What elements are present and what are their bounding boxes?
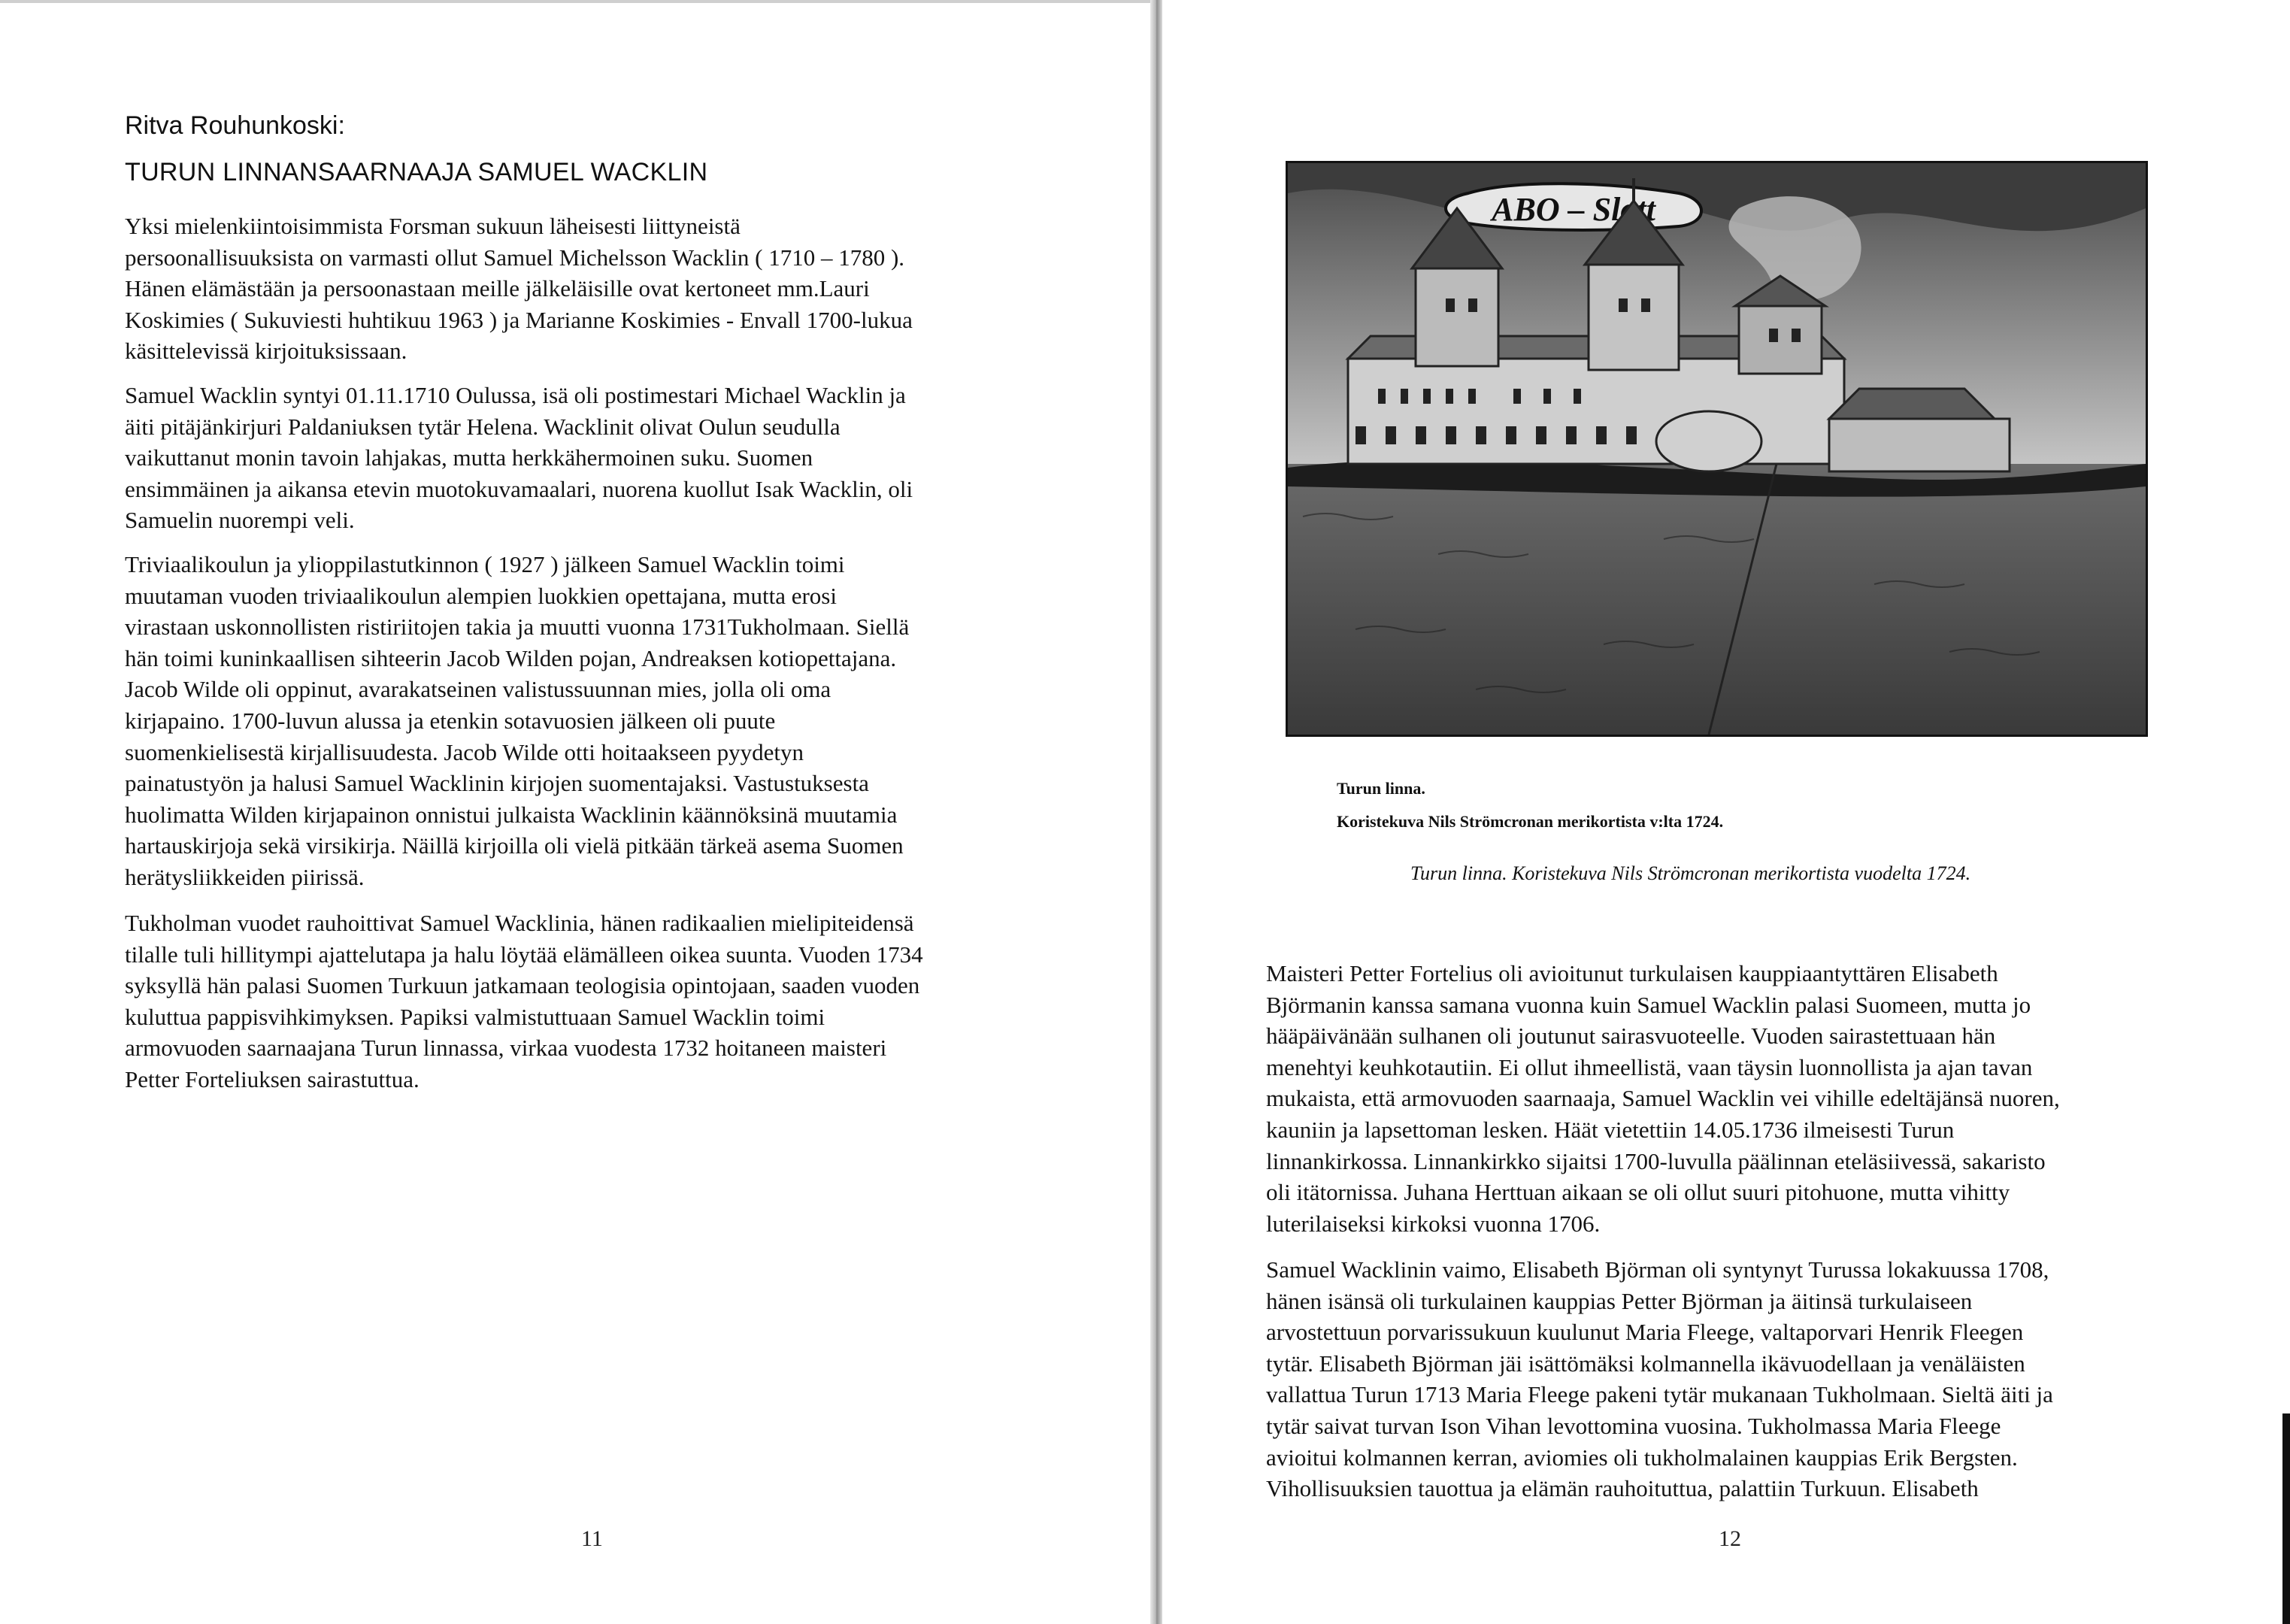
paragraph: Maisteri Petter Fortelius oli avioitunut turkulaisen kauppiaantyttären Elisabeth Björmanin kanssa samana vuonna kuin Samuel Wacklin palasi Suomeen, mutta jo hääpäivänään sulhanen oli joutunut sairasvuoteelle. Vuoden sairastettuaan hän menehtyi keuhkotautiin. Ei ollut ihmeellistä, vaan täysin luonnollista ja ajan tavan mukaista, että armovuoden saarnaaja, Samuel Wacklin vei vihille edeltäjänsä nuoren, kauniin ja lapsettoman lesken. Häät vietettiin 14.05.1736 ilmeisesti Turun linnankirkossa. Linnankirkko sijaitsi 1700-luvulla päälinnan eteläsiivessä, sakaristo oli itätornissa. Juhana Herttuan aikaan se oli ollut suuri pitohuone, mutta vihitty luterilaiseksi kirkoksi vuonna 1706. (1266, 960, 2060, 1237)
article-title: TURUN LINNANSAARNAAJA SAMUEL WACKLIN (125, 158, 708, 186)
figure-caption: Turun linna. Koristekuva Nils Strömcronan merikortista vuodelta 1724. (1410, 862, 1971, 884)
paragraph: Yksi mielenkiintoisimmista Forsman sukuun läheisesti liittyneistä persoonallisuuksista on varmasti ollut Samuel Michelsson Wacklin ( 1710 – 1780 ). Hänen elämästään ja persoonastaan meille jälkeläisille ovat kertoneet mm.Lauri Koskimies ( Sukuviesti huhtikuu 1963 ) ja Marianne Koskimies - Envall 1700-lukua käsittelevissä kirjoituksissaan. (125, 213, 913, 365)
book-gutter (1150, 0, 1162, 1624)
paragraph: Samuel Wacklin syntyi 01.11.1710 Oulussa, isä oli postimestari Michael Wacklin ja äiti pitäjänkirjuri Paldaniuksen tytär Helena. Wacklinit olivat Oulun seudulla vaikuttanut monin tavoin lahjakas, mutta herkkähermoinen suku. Suomen ensimmäinen ja aikansa etevin muotokuvamaalari, nuorena kuollut Isak Wacklin, oli Samuelin nuorempi veli. (125, 382, 913, 534)
page-number: 11 (581, 1526, 603, 1551)
banner-text: ABO – Slott (1492, 191, 1655, 228)
right-page (1162, 0, 2290, 1624)
paragraph: Samuel Wacklinin vaimo, Elisabeth Björman oli syntynyt Turussa lokakuussa 1708, hänen isänsä oli turkulainen kauppias Petter Björman ja äitinsä turkulaiseen arvostettuun porvarissukuun kuulunut Maria Fleege, valtaporvari Henrik Fleegen tytär. Elisabeth Björman jäi isättömäksi kolmannella ikävuodellaan ja venäläisten vallattua Turun 1713 Maria Fleege pakeni tytär mukanaan Tukholmaan. Sieltä äiti ja tytär saivat turvan Ison Vihan levottomina vuosina. Tukholmassa Maria Fleege avioitui kolmannen kerran, aviomies oli tukholmalainen kauppias Erik Bergsten. Vihollisuuksien tauottua ja elämän rauhoituttua, palattiin Turkuun. Elisabeth (1266, 1256, 2053, 1502)
author-name: Ritva Rouhunkoski: (125, 111, 345, 140)
castle-engraving (1286, 161, 2148, 737)
paragraph: Triviaalikoulun ja ylioppilastutkinnon ( 1927 ) jälkeen Samuel Wacklin toimi muutaman vuoden triviaalikoulun alempien luokkien opettajana, mutta erosi virastaan uskonnollisten ristiriitojen takia ja muutti vuonna 1731Tukholmaan. Siellä hän toimi kuninkaallisen sihteerin Jacob Wilden pojan, Andreaksen kotiopettajana. Jacob Wilde oli oppinut, avarakatseinen valistussuunnan mies, jolla oli oma kirjapaino. 1700-luvun alussa ja etenkin sotavuosien jälkeen oli puute suomenkielisestä kirjallisuudesta. Jacob Wilde otti hoitaakseen pyydetyn painatustyön ja halusi Samuel Wacklinin kirjojen suomentajaksi. Vastustuksesta huolimatta Wilden kirjapainon onnistui julkaista Wacklinin käännöksinä muutamia hartauskirjoja sekä virsikirja. Näillä kirjoilla oli vielä pitkään tärkeä asema Suomen herätysliikkeiden piirissä. (125, 551, 910, 890)
original-caption-line2: Koristekuva Nils Strömcronan merikortista v:lta 1724. (1337, 812, 1724, 831)
paragraph: Tukholman vuodet rauhoittivat Samuel Wacklinia, hänen radikaalien mielipiteidensä tilalle tuli hillitympi ajattelutapa ja halu löytää elämälleen oikea suunta. Vuoden 1734 syksyllä hän palasi Suomen Turkuun jatkamaan teologisia opintojaan, saaden vuoden kuluttua pappisvihkimyksen. Papiksi valmistuttuaan Samuel Wacklin toimi armovuoden saarnaajana Turun linnassa, virkaa vuodesta 1732 hoitaneen maisteri Petter Forteliuksen sairastuttua. (125, 910, 923, 1092)
scan-edge (2282, 1413, 2290, 1624)
original-caption-line1: Turun linna. (1337, 779, 1425, 798)
turku-castle-illustration (1288, 163, 2146, 735)
water (1288, 464, 2146, 735)
page-number: 12 (1719, 1526, 1741, 1551)
page-top-edge (0, 0, 1150, 3)
